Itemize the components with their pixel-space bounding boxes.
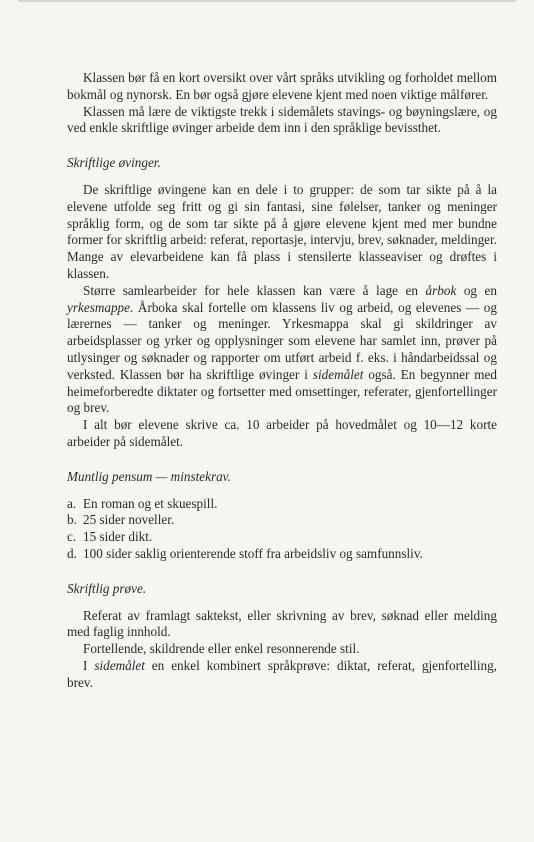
- list-item: a. En roman og et skuespill.: [67, 495, 218, 511]
- section-heading-skriftlige-ovinger: Skriftlige øvinger.: [67, 155, 161, 171]
- intro-paragraph-1: Klassen bør få en kort oversikt over vårt språks utvikling og forholdet mellom bokmål og nynorsk. En bør også gjøre elevene kjent med noen viktige målfører.: [67, 70, 497, 102]
- list-item: c. 15 sider dikt.: [67, 529, 153, 545]
- list-item: b. 25 sider noveller.: [67, 512, 175, 528]
- skriftlig-prove-paragraph-2: Fortellende, skildrende eller enkel resonnerende stil.: [83, 641, 360, 657]
- skriftlige-ovinger-paragraph-1: De skriftlige øvingene kan en dele i to grupper: de som tar sikte på å la elevene utfolde seg fritt og gi sin fantasi, sine følelser, tanker og meninger språklig form, og de som tar sikte på å gjøre elevene kjent med mer bundne former for skriftlig arbeid: referat, reportasje, intervju, brev, søknader, meldinger. Mange av elevarbeidene kan få plass i stensilerte klasseaviser og drøftes i klassen.: [67, 181, 497, 281]
- list-item: d. 100 sider saklig orienterende stoff fra arbeidsliv og samfunnsliv.: [67, 545, 423, 561]
- section-heading-muntlig-pensum: Muntlig pensum — minstekrav.: [67, 468, 231, 484]
- skriftlig-prove-paragraph-1: Referat av framlagt saktekst, eller skrivning av brev, søknad eller melding med faglig innhold.: [67, 607, 497, 640]
- skriftlige-ovinger-paragraph-3: I alt bør elevene skrive ca. 10 arbeider på hovedmålet og 10—12 korte arbeider på sidemålet.: [67, 417, 497, 449]
- document-body: [67, 70, 497, 692]
- section-heading-skriftlig-prove: Skriftlig prøve.: [67, 580, 147, 596]
- intro-paragraph-2: Klassen må lære de viktigste trekk i sidemålets stavings- og bøyningslære, og ved enkle skriftlige øvinger arbeide dem inn i den språklige bevissthet.: [67, 103, 497, 136]
- pensum-list: [67, 496, 497, 563]
- skriftlig-prove-paragraph-3: I sidemålet en enkel kombinert språkprøve: diktat, referat, gjenfortelling, brev.: [67, 657, 497, 690]
- skriftlige-ovinger-paragraph-2: Større samlearbeider for hele klassen kan være å lage en årbok og en yrkesmappe. Årboka skal fortelle om klassens liv og arbeid, og elevenes — og lærernes — tanker og meninger. Yrkesmappa skal gi skildringer av arbeidsplasser og yrker og opplysninger som elevene har samlet inn, prøver på utlysinger og søknader og rapporter om utført arbeid f. eks. i håndarbeidssal og verksted. Klassen bør ha skriftlige øvinger i sidemålet også. En begynner med heimeforberedte diktater og fortsetter med omsettinger, referater, gjenfortellinger og brev.: [67, 282, 498, 416]
- page-top-edge: [18, 0, 516, 2]
